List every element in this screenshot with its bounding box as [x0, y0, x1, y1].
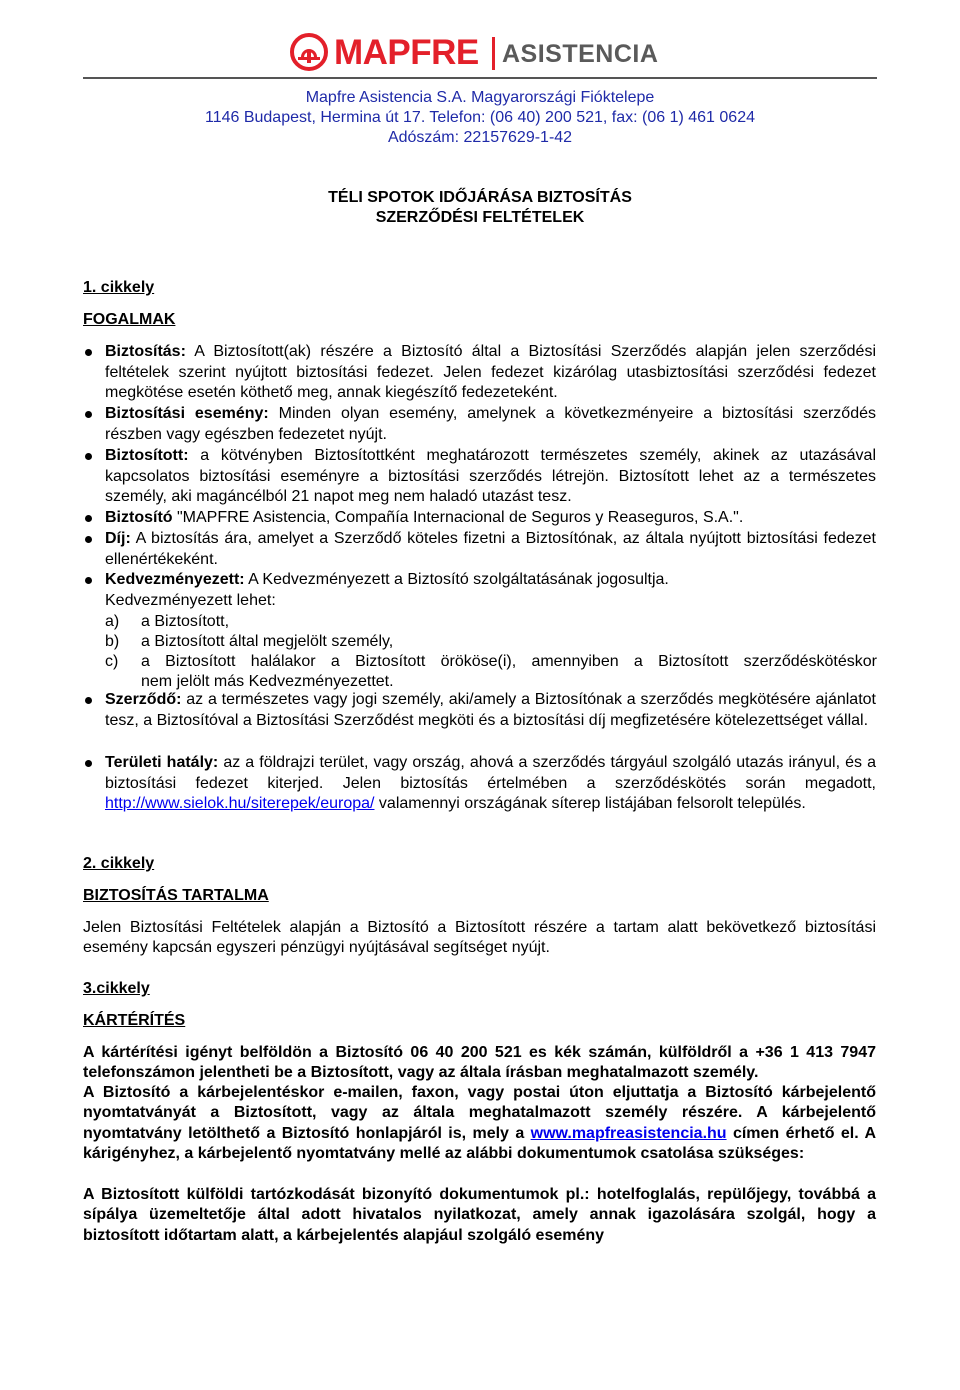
logo-separator	[492, 37, 495, 70]
article1-heading: 1. cikkely	[83, 279, 155, 296]
definition-item: Biztosított: a kötvényben Biztosítottként meghatározott természetes személy, akinek az utazásával kapcsolatos biztosítási eseményre a biztosítási szerződés létrejön. Biztosított lehet az a természetes személy, aki magáncélból 21 napot meg nem haladó utazást tesz.	[105, 447, 876, 505]
list-item: a Biztosított halálakor a Biztosított örököse(i), amennyiben a Biztosított szerződéskötéskor	[141, 653, 877, 670]
article2-heading: 2. cikkely	[83, 855, 155, 872]
list-label: a)	[105, 613, 120, 630]
definition-item: Biztosítási esemény: Minden olyan esemény, amelynek a következményeire a biztosítási szerződés részben vagy egészben fedezetet nyújt.	[105, 405, 876, 443]
beneficiary-intro: Kedvezményezett lehet:	[105, 592, 276, 609]
definition-item: Biztosító "MAPFRE Asistencia, Compañía Internacional de Seguros y Reaseguros, S.A.".	[105, 509, 744, 526]
claims-paragraph-3: A Biztosított külföldi tartózkodását bizonyító dokumentumok pl.: hotelfoglalás, repülőjegy, továbbá a sípálya üzemeltetője által adott hivatalos nyilatkozat, amely annak igazolására szolgál, hogy a biztosított időtartam alatt, a kárbejelentés alapjául szolgáló esemény	[83, 1186, 876, 1244]
bullet-icon	[85, 577, 92, 584]
sielok-link[interactable]: http://www.sielok.hu/siterepek/europa/	[105, 795, 375, 812]
company-address: 1146 Budapest, Hermina út 17. Telefon: (06 40) 200 521, fax: (06 1) 461 0624	[204, 109, 755, 126]
bullet-icon	[85, 536, 92, 543]
definition-item: Területi hatály: az a földrajzi terület, vagy ország, ahová a szerződés tárgyául szolgáló utazás irányul, és a biztosítási fedezet kiterjed. Jelen biztosítás értelmében a szerződéskötés során megadott, http://www.sielok.hu/siterepek/europa/ valamennyi országának síterep listájában felsorolt település.	[105, 754, 876, 812]
logo-asistencia-text: ASISTENCIA	[502, 40, 659, 68]
document-subtitle: SZERZŐDÉSI FELTÉTELEK	[375, 209, 585, 226]
bullet-icon	[85, 349, 92, 356]
definition-item: Kedvezményezett: A Kedvezményezett a Biztosító szolgáltatásának jogosultja.	[105, 571, 669, 588]
definition-item: Biztosítás: A Biztosított(ak) részére a Biztosító által a Biztosítási Szerződés alapján jelen szerződési feltételek szerint nyújtott biztosítási fedezet. Jelen fedezet kizárólag utasbiztosítási szerződési fedezet megkötése esetén köthető meg, annak kiegészítő fedezeteként.	[105, 343, 876, 401]
claims-paragraph-1: A kártérítési igényt belföldön a Biztosító 06 40 200 521 es kék számán, külföldről a +36 1 413 7947 telefonszámon jelentheti be a Biztosított, vagy az általa írásban meghatalmazott személy.	[83, 1044, 876, 1082]
definition-item: Szerződő: az a természetes vagy jogi személy, aki/amely a Biztosítónak a szerződés megkötésére ajánlatot tesz, a Biztosítóval a Biztosítási Szerződést megköti és a biztosítási díj megfizetésére kötelezettséget vállal.	[105, 691, 876, 729]
article2-subheading: BIZTOSÍTÁS TARTALMA	[83, 887, 269, 904]
mapfre-emblem-icon	[290, 33, 328, 71]
list-item: a Biztosított,	[141, 613, 230, 630]
claims-paragraph-2: A Biztosító a kárbejelentéskor e-mailen, faxon, vagy postai úton eljuttatja a Biztosító kárbejelentő nyomtatványát a Biztosított, vagy az általa meghatalmazott személy részére. A kárbejelentő nyomtatvány letölthető a Biztosító honlapjáról is, mely a www.mapfreasistencia.hu címen érhető el. A kárigényhez, a kárbejelentő nyomtatvány mellé az alábbi dokumentumok csatolása szükséges:	[83, 1084, 877, 1162]
article3-heading: 3.cikkely	[83, 980, 150, 997]
bullet-icon	[85, 515, 92, 522]
company-tax-id: Adószám: 22157629-1-42	[387, 129, 573, 146]
mapfre-logo	[290, 33, 665, 73]
bullet-icon	[85, 760, 92, 767]
definition-item: Díj: A biztosítás ára, amelyet a Szerződő köteles fizetni a Biztosítónak, az általa nyújtott biztosítási fedezet ellenértékeként.	[105, 530, 876, 568]
mapfre-website-link[interactable]: www.mapfreasistencia.hu	[530, 1124, 727, 1142]
header-divider	[83, 77, 877, 79]
article1-subheading: FOGALMAK	[83, 311, 176, 328]
bullet-icon	[85, 453, 92, 460]
company-name: Mapfre Asistencia S.A. Magyarországi Fióktelepe	[305, 89, 655, 106]
list-item-continuation: nem jelölt más Kedvezményezettet.	[141, 673, 394, 690]
article2-text: Jelen Biztosítási Feltételek alapján a Biztosító a Biztosított részére a tartam alatt bekövetkező biztosítási esemény kapcsán egyszeri pénzügyi nyújtásával segítséget nyújt.	[83, 919, 876, 957]
article3-subheading: KÁRTÉRÍTÉS	[83, 1012, 186, 1029]
list-label: b)	[105, 633, 120, 650]
logo-mapfre-text: MAPFRE	[334, 33, 479, 72]
bullet-icon	[85, 697, 92, 704]
list-item: a Biztosított által megjelölt személy,	[141, 633, 394, 650]
bullet-icon	[85, 411, 92, 418]
document-title: TÉLI SPOTOK IDŐJÁRÁSA BIZTOSÍTÁS	[328, 189, 632, 206]
list-label: c)	[105, 653, 119, 670]
